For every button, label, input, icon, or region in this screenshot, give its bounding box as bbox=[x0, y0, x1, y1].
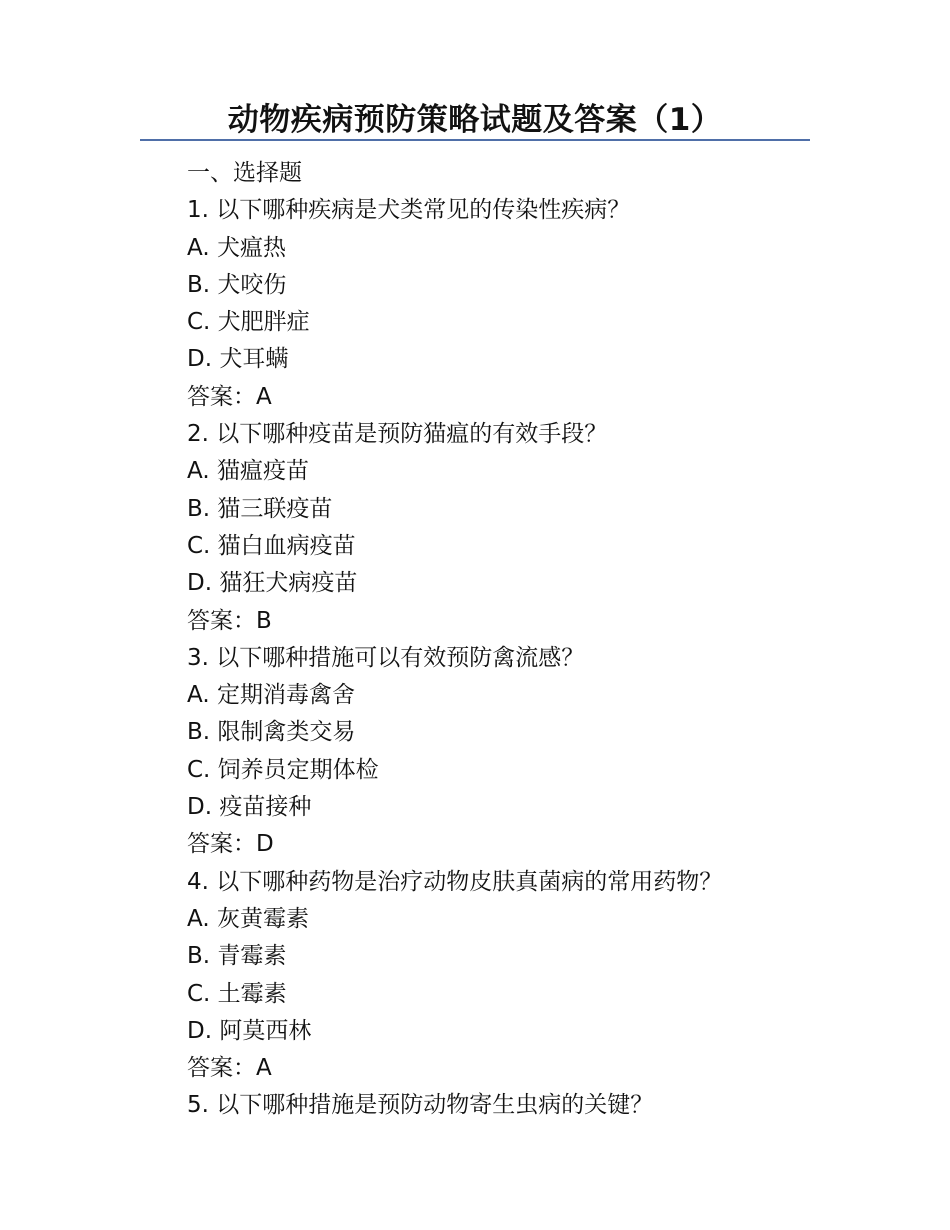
option-a: A. 灰黄霉素 bbox=[187, 905, 309, 932]
title-underline bbox=[140, 139, 810, 141]
answer-text: 答案：A bbox=[187, 1055, 272, 1082]
option-a: A. 猫瘟疫苗 bbox=[187, 458, 309, 485]
question-block-5 bbox=[187, 1087, 827, 1124]
section-heading: 一、选择题 bbox=[187, 160, 302, 186]
option-c: C. 饲养员定期体检 bbox=[187, 756, 379, 783]
option-b: B. 青霉素 bbox=[187, 943, 287, 970]
question-text: 4. 以下哪种药物是治疗动物皮肤真菌病的常用药物？ bbox=[187, 868, 723, 895]
option-c: C. 土霉素 bbox=[187, 980, 287, 1007]
question-text: 3. 以下哪种措施可以有效预防禽流感？ bbox=[187, 644, 585, 671]
answer-text: 答案：D bbox=[187, 831, 274, 858]
option-b: B. 猫三联疫苗 bbox=[187, 495, 333, 522]
option-b: B. 限制禽类交易 bbox=[187, 719, 356, 746]
option-c: C. 猫白血病疫苗 bbox=[187, 532, 356, 559]
answer-text: 答案：A bbox=[187, 383, 272, 410]
question-block-3 bbox=[187, 640, 827, 864]
answer-text: 答案：B bbox=[187, 607, 272, 634]
question-text: 5. 以下哪种措施是预防动物寄生虫病的关键？ bbox=[187, 1092, 654, 1119]
document-body bbox=[187, 155, 827, 1125]
option-b: B. 犬咬伤 bbox=[187, 271, 287, 298]
question-block-2 bbox=[187, 416, 827, 640]
option-d: D. 阿莫西林 bbox=[187, 1017, 312, 1044]
option-c: C. 犬肥胖症 bbox=[187, 309, 310, 336]
option-d: D. 猫狂犬病疫苗 bbox=[187, 570, 358, 597]
question-block-4 bbox=[187, 864, 827, 1088]
option-a: A. 犬瘟热 bbox=[187, 234, 286, 261]
question-text: 1. 以下哪种疾病是犬类常见的传染性疾病？ bbox=[187, 197, 631, 224]
question-block-1 bbox=[187, 192, 827, 416]
option-d: D. 疫苗接种 bbox=[187, 794, 312, 821]
question-text: 2. 以下哪种疫苗是预防猫瘟的有效手段？ bbox=[187, 421, 608, 448]
document-title: 动物疾病预防策略试题及答案（1） bbox=[227, 102, 723, 138]
option-a: A. 定期消毒禽舍 bbox=[187, 682, 355, 709]
option-d: D. 犬耳螨 bbox=[187, 346, 289, 373]
